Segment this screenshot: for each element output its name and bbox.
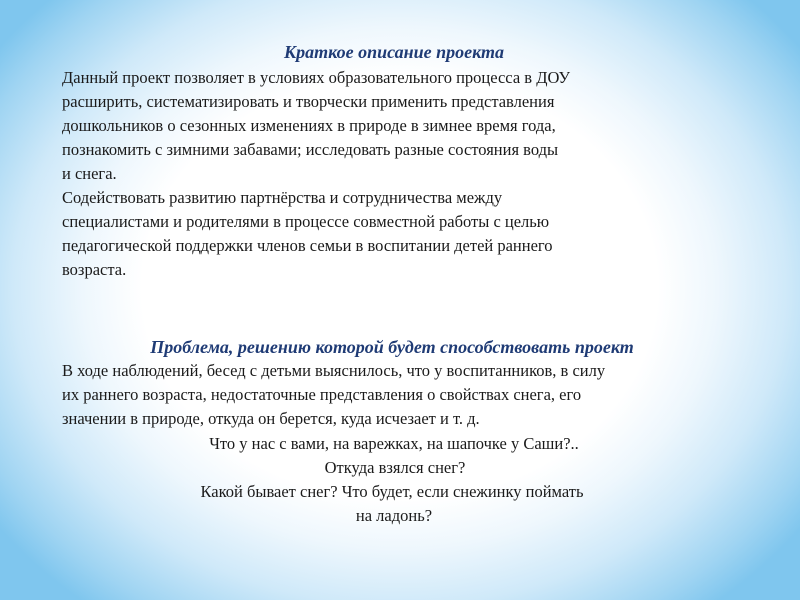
section-title-problem: Проблема, решению которой будет способствовать проект (150, 337, 634, 357)
project-description-text: Данный проект позволяет в условиях образовательного процесса в ДОУ расширить, систематизировать и творчески применить представления дошкольников о сезонных изменениях в природе в зимнее время года, познакомить с зимними забавами; исследовать разные состояния воды и снега. Содействовать развитию партнёрства и сотрудничества между специалистами и родителями в процессе совместной работы с целью педагогической поддержки членов семьи в воспитании детей раннего возраста. (62, 68, 571, 279)
question-line: на ладонь? (355, 506, 433, 525)
section-title-project-description: Краткое описание проекта (283, 42, 505, 62)
question-line: Откуда взялся снег? (324, 458, 466, 477)
question-line: Что у нас с вами, на варежках, на шапочке у Саши?.. (209, 434, 579, 453)
problem-text: В ходе наблюдений, бесед с детьми выяснилось, что у воспитанников, в силу их раннего возраста, недостаточные представления о свойствах снега, его значении в природе, откуда он берется, куда исчезает и т. д. (62, 361, 606, 428)
question-line: Какой бывает снег? Что будет, если снежинку поймать (200, 482, 584, 501)
